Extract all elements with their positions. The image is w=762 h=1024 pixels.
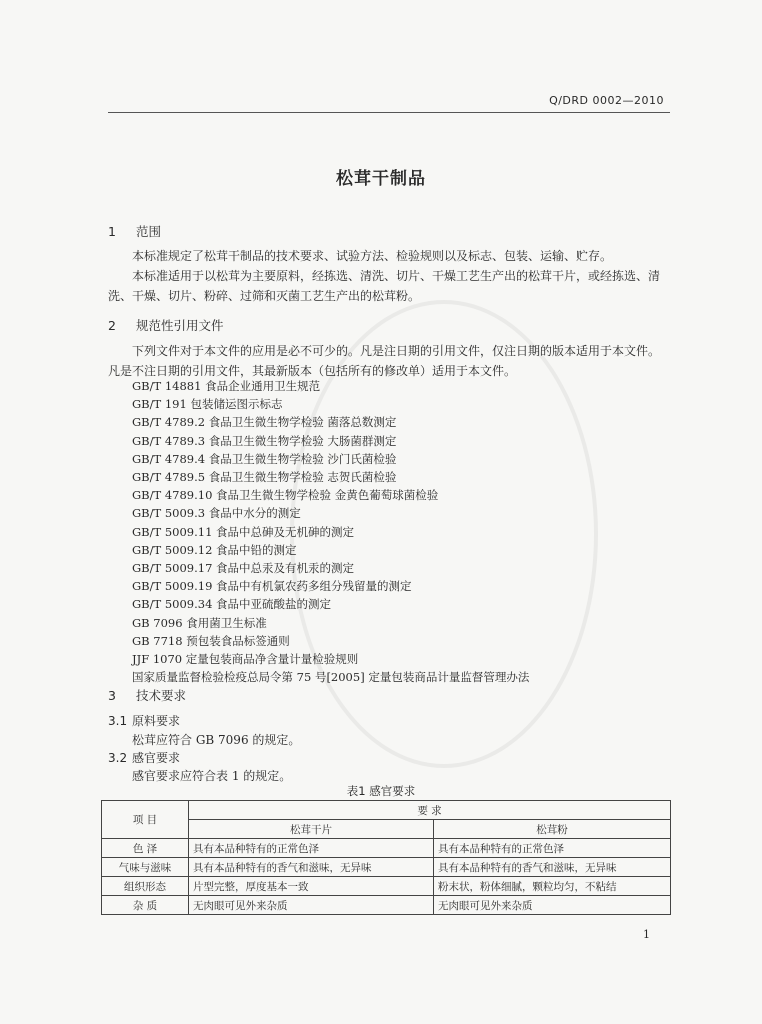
subsection-3-2-text: 感官要求应符合表 1 的规定。 [132,769,292,783]
reference-item: GB/T 5009.11 食品中总砷及无机砷的测定 [132,524,355,539]
section-number: 2 [108,318,116,333]
section-3-heading [108,686,186,704]
reference-item: GB/T 5009.19 食品中有机氯农药多组分残留量的测定 [132,579,412,594]
table-caption: 表1 感官要求 [346,784,416,798]
cell-item: 组织形态 [102,877,189,896]
cell-item: 色 泽 [102,839,189,858]
table-row [102,877,671,896]
cell-slices: 具有本品种特有的香气和滋味，无异味 [189,858,434,877]
subsection-3-2-heading [108,749,180,766]
subsection-3-1-heading [108,712,180,729]
table-row [102,896,671,915]
subsection-number: 3.2 [108,751,128,765]
reference-item: 国家质量监督检验检疫总局令第 75 号[2005] 定量包装商品计量监督管理办法 [132,670,530,685]
reference-list [132,377,529,686]
section-title: 规范性引用文件 [136,318,224,333]
table-row [102,839,671,858]
subsection-number: 3.1 [108,714,128,728]
cell-item: 杂 质 [102,896,189,915]
subsection-title: 感官要求 [132,751,181,765]
document-title: 松茸干制品 [336,169,426,189]
cell-slices: 片型完整，厚度基本一致 [189,877,434,896]
cell-slices: 无肉眼可见外来杂质 [189,896,434,915]
header-powder: 松茸粉 [434,820,671,839]
section-1-body [108,246,668,306]
cell-powder: 粉末状，粉体细腻，颗粒均匀，不粘结 [434,877,671,896]
table-header-row [102,801,671,820]
reference-item: GB/T 5009.3 食品中水分的测定 [132,506,301,521]
subsection-3-1-text: 松茸应符合 GB 7096 的规定。 [132,733,301,747]
section-2-heading [108,316,224,334]
reference-item: JJF 1070 定量包装商品净含量计量检验规则 [132,652,359,667]
page-number: 1 [643,928,650,941]
section-number: 3 [108,688,116,703]
cell-powder: 无肉眼可见外来杂质 [434,896,671,915]
header-rule [108,112,670,113]
reference-item: GB/T 14881 食品企业通用卫生规范 [132,379,321,393]
reference-item: GB/T 4789.10 食品卫生微生物学检验 金黄色葡萄球菌检验 [132,488,439,503]
subsection-title: 原料要求 [132,714,181,728]
section-title: 技术要求 [136,688,187,703]
reference-item: GB/T 5009.12 食品中铅的测定 [132,542,297,557]
reference-item: GB/T 191 包装储运图示标志 [132,397,283,412]
section-title: 范围 [136,224,162,239]
paragraph: 本标准适用于以松茸为主要原料，经拣选、清洗、切片、干燥工艺生产出的松茸干片，或经拣选、清洗、干燥、切片、粉碎、过筛和灭菌工艺生产出的松茸粉。 [108,269,661,303]
cell-slices: 具有本品种特有的正常色泽 [189,839,434,858]
reference-item: GB/T 4789.5 食品卫生微生物学检验 志贺氏菌检验 [132,470,397,485]
section-2-intro [108,341,668,381]
reference-item: GB/T 5009.17 食品中总汞及有机汞的测定 [132,561,355,576]
cell-item: 气味与滋味 [102,858,189,877]
reference-item: GB 7096 食用菌卫生标准 [132,615,267,630]
sensory-requirements-table [101,800,671,915]
cell-powder: 具有本品种特有的香气和滋味，无异味 [434,858,671,877]
reference-item: GB/T 4789.3 食品卫生微生物学检验 大肠菌群测定 [132,433,397,448]
section-number: 1 [108,224,116,239]
table-row [102,858,671,877]
cell-powder: 具有本品种特有的正常色泽 [434,839,671,858]
reference-item: GB/T 4789.4 食品卫生微生物学检验 沙门氏菌检验 [132,451,397,466]
paragraph: 本标准规定了松茸干制品的技术要求、试验方法、检验规则以及标志、包装、运输、贮存。 [132,249,613,263]
header-item: 项 目 [102,801,189,839]
header-dried-slices: 松茸干片 [189,820,434,839]
standard-code: Q/DRD 0002—2010 [549,94,664,107]
reference-item: GB/T 5009.34 食品中亚硫酸盐的测定 [132,597,332,612]
reference-item: GB/T 4789.2 食品卫生微生物学检验 菌落总数测定 [132,415,397,430]
reference-item: GB 7718 预包装食品标签通则 [132,633,290,648]
paragraph: 下列文件对于本文件的应用是必不可少的。凡是注日期的引用文件，仅注日期的版本适用于本文件。凡是不注日期的引用文件，其最新版本（包括所有的修改单）适用于本文件。 [108,344,661,378]
section-1-heading [108,222,161,240]
header-requirements: 要 求 [189,801,671,820]
